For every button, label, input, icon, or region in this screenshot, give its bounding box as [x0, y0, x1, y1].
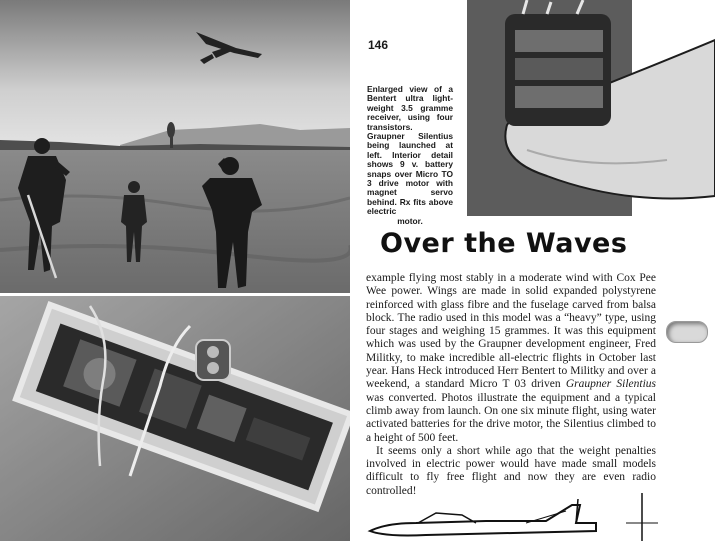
body-paragraph — [366, 272, 656, 445]
photo-caption — [367, 85, 453, 226]
launch-photo — [0, 0, 350, 293]
caption-paragraph-end: motor. — [397, 215, 423, 226]
caption-paragraph: Graupner Silentius being launched at left. Interior detail shows 9 v. battery snaps over Micro TO 3 drive motor with magnet servo behind. Rx fits above electric — [367, 131, 453, 217]
body-text-italic: Graupner Silentius — [565, 378, 656, 391]
article-body — [366, 272, 656, 498]
fuselage-interior-photo — [0, 296, 350, 541]
model-plane-drawing — [366, 493, 666, 541]
caption-paragraph: Enlarged view of a Bentert ultra light-weight 3.5 gramme receiver, using four transistors. — [367, 84, 453, 132]
body-text-segment: was converted. Photos illustrate the equipment and a typical climb away from launch. On one six minute flight, using water activated batteries for the drive motor, the Silentius climbed to a height of 500 feet. — [366, 391, 656, 444]
article-headline: Over the Waves — [380, 228, 628, 259]
body-paragraph: It seems only a short while ago that the weight penalties involved in electric power would have made small models difficult to fly free flight and now they are even radio controlled! — [366, 444, 656, 497]
receiver-closeup-photo — [467, 0, 715, 216]
binder-hole — [666, 321, 708, 343]
body-text-segment: example flying most stably in a moderate wind with Cox Pee Wee power. Wings are made in solid expanded polystyrene reinforced with glass fibre and the fuselage carved from balsa block. The radio used in this model was a “heavy” type, using four stages and weighing 15 grammes. It was this equipment which was used by the Graupner development engineer, Fred Militky, to make incredible all-electric flights in October last year. Hans Heck introduced Herr Bentert to Militky and over a weekend, a standard Micro T 03 driven — [366, 272, 656, 391]
page-number: 146 — [368, 38, 389, 52]
